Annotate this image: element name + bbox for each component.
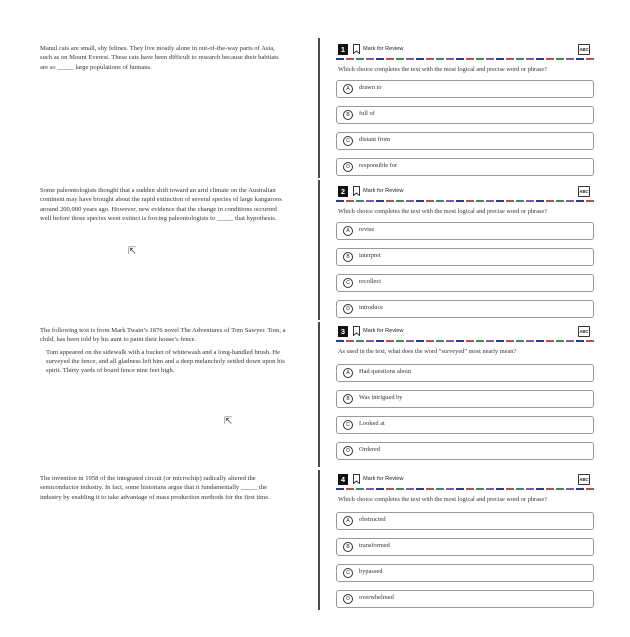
- mark-for-review-label[interactable]: Mark for Review: [363, 46, 404, 52]
- mouse-cursor-icon: ⇱: [224, 416, 233, 427]
- choice-letter: C: [343, 278, 353, 288]
- choice-letter: D: [343, 162, 353, 172]
- mark-for-review-label[interactable]: Mark for Review: [363, 328, 404, 334]
- pane-divider[interactable]: [318, 180, 320, 320]
- choice-letter: D: [343, 446, 353, 456]
- answer-choice-b[interactable]: [336, 390, 594, 408]
- passage-text: [40, 474, 288, 505]
- choice-letter: D: [343, 594, 353, 604]
- bookmark-icon[interactable]: [353, 186, 360, 196]
- choice-text: Had questions about: [359, 368, 412, 375]
- answer-choice-d[interactable]: [336, 300, 594, 318]
- passage-paragraph: Manul cats are small, shy felines. They live mostly alone in out-of-the-way parts of Asia, such as on Mount Everest. These cats have been difficult to research because their habitats are so _____ large populations of humans.: [40, 45, 279, 71]
- choice-text: overwhelmed: [359, 594, 394, 601]
- passage-paragraph: The invention in 1958 of the integrated circuit (or microchip) radically altered the semiconductor industry. In fact, some historians argue that it fundamentally _____ the industry by enabling it to take advantage of mass production methods for the first time.: [40, 475, 270, 501]
- choice-letter: D: [343, 304, 353, 314]
- mark-for-review-label[interactable]: Mark for Review: [363, 476, 404, 482]
- answer-choice-c[interactable]: [336, 274, 594, 292]
- header-divider: [336, 488, 594, 490]
- choice-text: full of: [359, 110, 375, 117]
- answer-choice-a[interactable]: [336, 80, 594, 98]
- choice-text: transformed: [359, 542, 390, 549]
- header-divider: [336, 200, 594, 202]
- question-number: 4: [338, 474, 348, 485]
- answer-choice-a[interactable]: [336, 512, 594, 530]
- passage-text: [40, 44, 288, 75]
- question-prompt: Which choice completes the text with the most logical and precise word or phrase?: [338, 208, 547, 215]
- choice-letter: A: [343, 516, 353, 526]
- choice-letter: A: [343, 226, 353, 236]
- choice-text: obstructed: [359, 516, 386, 523]
- strikethrough-toggle-button[interactable]: ABC: [578, 474, 590, 485]
- choice-text: Was intrigued by: [359, 394, 403, 401]
- answer-choice-c[interactable]: [336, 564, 594, 582]
- mark-for-review-label[interactable]: Mark for Review: [363, 188, 404, 194]
- bookmark-icon[interactable]: [353, 474, 360, 484]
- choice-letter: B: [343, 542, 353, 552]
- choice-text: drawn to: [359, 84, 382, 91]
- answer-choice-a[interactable]: [336, 364, 594, 382]
- choice-text: bypassed: [359, 568, 383, 575]
- question-number: 3: [338, 326, 348, 337]
- passage-paragraph: Tom appeared on the sidewalk with a bucket of whitewash and a long-handled brush. He surveyed the fence, and all gladness left him and a deep melancholy settled down upon his spirit. Thirty yards of board fence nine feet high.: [46, 348, 285, 375]
- choice-letter: C: [343, 568, 353, 578]
- choice-letter: B: [343, 252, 353, 262]
- question-panel-2: [0, 180, 630, 320]
- question-prompt: Which choice completes the text with the most logical and precise word or phrase?: [338, 66, 547, 73]
- pane-divider[interactable]: [318, 38, 320, 178]
- choice-text: recollect: [359, 278, 381, 285]
- answer-choice-b[interactable]: [336, 538, 594, 556]
- question-panel-1: [0, 38, 630, 178]
- header-divider: [336, 340, 594, 342]
- question-prompt: Which choice completes the text with the most logical and precise word or phrase?: [338, 496, 547, 503]
- choice-text: Looked at: [359, 420, 385, 427]
- strikethrough-toggle-button[interactable]: ABC: [578, 186, 590, 197]
- choice-letter: A: [343, 368, 353, 378]
- choice-letter: B: [343, 110, 353, 120]
- answer-choice-d[interactable]: [336, 590, 594, 608]
- passage-paragraph: Some paleontologists thought that a sudden shift toward an arid climate on the Australian continent may have brought about the rapid extinction of several species of large kangaroos around 200,000 years ago. However, new evidence that the change in conditions occurred well before those species went extinct is forcing paleontologists to _____ that hypothesis.: [40, 187, 282, 222]
- pane-divider[interactable]: [318, 470, 320, 610]
- choice-text: introduce: [359, 304, 384, 311]
- strikethrough-toggle-button[interactable]: ABC: [578, 44, 590, 55]
- passage-text: [40, 326, 288, 378]
- mouse-cursor-icon: ⇱: [128, 246, 137, 257]
- answer-choice-b[interactable]: [336, 106, 594, 124]
- bookmark-icon[interactable]: [353, 326, 360, 336]
- strikethrough-toggle-button[interactable]: ABC: [578, 326, 590, 337]
- question-panel-3: [0, 322, 630, 467]
- question-panel-4: [0, 470, 630, 610]
- bookmark-icon[interactable]: [353, 44, 360, 54]
- question-prompt: As used in the text, what does the word “surveyed” most nearly mean?: [338, 348, 517, 355]
- answer-choice-d[interactable]: [336, 442, 594, 460]
- passage-intro: The following text is from Mark Twain’s 1876 novel The Adventures of Tom Sawyer. Tom, a child, has been told by his aunt to paint their house’s fence.: [40, 327, 286, 344]
- choice-text: revise: [359, 226, 375, 233]
- choice-text: distant from: [359, 136, 391, 143]
- answer-choice-c[interactable]: [336, 132, 594, 150]
- choice-letter: B: [343, 394, 353, 404]
- passage-text: [40, 186, 288, 226]
- choice-letter: C: [343, 136, 353, 146]
- choice-letter: C: [343, 420, 353, 430]
- question-number: 2: [338, 186, 348, 197]
- choice-text: interpret: [359, 252, 381, 259]
- choice-text: Ordered: [359, 446, 380, 453]
- choice-letter: A: [343, 84, 353, 94]
- choice-text: responsible for: [359, 162, 398, 169]
- header-divider: [336, 58, 594, 60]
- answer-choice-a[interactable]: [336, 222, 594, 240]
- answer-choice-b[interactable]: [336, 248, 594, 266]
- question-number: 1: [338, 44, 348, 55]
- answer-choice-d[interactable]: [336, 158, 594, 176]
- pane-divider[interactable]: [318, 322, 320, 467]
- answer-choice-c[interactable]: [336, 416, 594, 434]
